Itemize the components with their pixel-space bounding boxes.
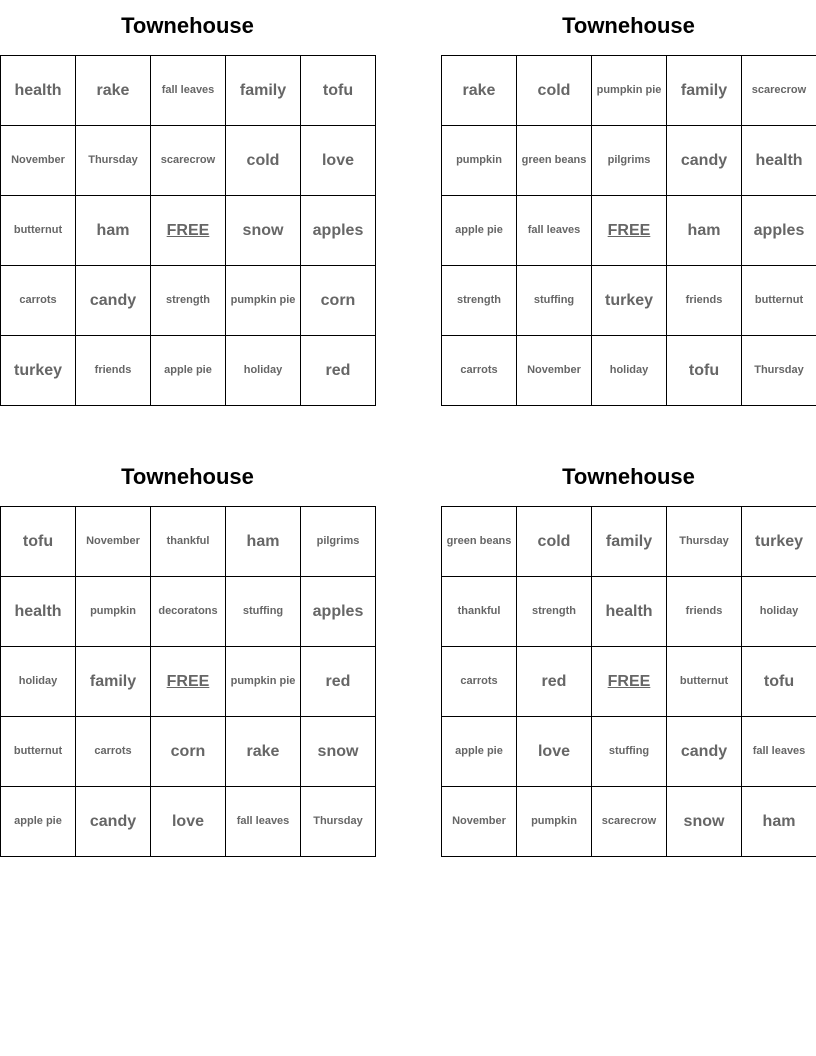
bingo-cell: candy [76,787,151,857]
bingo-grid [0,55,376,406]
card-title: Townehouse [121,13,254,38]
bingo-cell: apple pie [151,336,226,406]
bingo-cell: carrots [442,647,517,717]
bingo-cell: ham [76,196,151,266]
free-space: FREE [151,647,226,717]
bingo-cell: apple pie [442,196,517,266]
bingo-cell: love [151,787,226,857]
bingo-cell: holiday [592,336,667,406]
bingo-cell: candy [667,126,742,196]
free-space: FREE [151,196,226,266]
bingo-cell: fall leaves [226,787,301,857]
bingo-cell: strength [517,577,592,647]
bingo-cell: red [517,647,592,717]
bingo-cell: rake [76,56,151,126]
bingo-cell: thankful [151,507,226,577]
bingo-cell: pilgrims [301,507,376,577]
bingo-cell: pumpkin [517,787,592,857]
bingo-cell: stuffing [517,266,592,336]
bingo-cell: ham [742,787,816,857]
bingo-cell: pumpkin [76,577,151,647]
bingo-cell: Thursday [76,126,151,196]
bingo-cell: tofu [1,507,76,577]
bingo-cell: family [226,56,301,126]
bingo-cell: cold [226,126,301,196]
bingo-cell: stuffing [592,717,667,787]
bingo-cell: holiday [226,336,301,406]
free-space: FREE [592,196,667,266]
bingo-cell: cold [517,56,592,126]
bingo-cell: carrots [76,717,151,787]
bingo-cell: Thursday [667,507,742,577]
bingo-cell: November [517,336,592,406]
bingo-cell: November [1,126,76,196]
bingo-cell: carrots [1,266,76,336]
bingo-card-1 [0,13,375,406]
bingo-cell: fall leaves [742,717,816,787]
bingo-cell: apple pie [442,717,517,787]
bingo-cell: carrots [442,336,517,406]
bingo-cell: ham [667,196,742,266]
bingo-cell: scarecrow [151,126,226,196]
bingo-cell: tofu [742,647,816,717]
bingo-card-2 [441,13,816,406]
bingo-cell: love [517,717,592,787]
bingo-cell: strength [151,266,226,336]
bingo-cell: family [76,647,151,717]
card-title: Townehouse [562,464,695,489]
bingo-cell: tofu [667,336,742,406]
bingo-cell: red [301,336,376,406]
bingo-card-3 [0,464,375,857]
bingo-cell: apples [301,577,376,647]
bingo-cell: apple pie [1,787,76,857]
bingo-cell: apples [301,196,376,266]
bingo-grid [441,506,816,857]
bingo-cell: tofu [301,56,376,126]
bingo-cell: strength [442,266,517,336]
bingo-cell: turkey [742,507,816,577]
bingo-cell: November [442,787,517,857]
bingo-cell: butternut [1,717,76,787]
bingo-card-4 [441,464,816,857]
bingo-cell: health [592,577,667,647]
bingo-cell: candy [76,266,151,336]
free-space: FREE [592,647,667,717]
bingo-cell: thankful [442,577,517,647]
bingo-cell: health [1,577,76,647]
bingo-cell: fall leaves [517,196,592,266]
bingo-cell: turkey [592,266,667,336]
bingo-cell: pumpkin pie [592,56,667,126]
bingo-cell: family [667,56,742,126]
bingo-cell: health [742,126,816,196]
bingo-cell: love [301,126,376,196]
bingo-grid [0,506,376,857]
bingo-cell: pumpkin pie [226,266,301,336]
bingo-cell: green beans [517,126,592,196]
card-title: Townehouse [562,13,695,38]
bingo-cell: Thursday [742,336,816,406]
bingo-cell: green beans [442,507,517,577]
bingo-cell: rake [226,717,301,787]
bingo-cell: health [1,56,76,126]
bingo-cell: pilgrims [592,126,667,196]
bingo-cell: butternut [742,266,816,336]
bingo-cell: Thursday [301,787,376,857]
bingo-cell: stuffing [226,577,301,647]
bingo-cell: corn [301,266,376,336]
bingo-cell: corn [151,717,226,787]
bingo-cell: butternut [1,196,76,266]
bingo-cell: ham [226,507,301,577]
bingo-cell: holiday [742,577,816,647]
bingo-cell: snow [667,787,742,857]
bingo-cell: pumpkin pie [226,647,301,717]
bingo-cell: apples [742,196,816,266]
bingo-cell: decoratons [151,577,226,647]
bingo-cell: friends [667,266,742,336]
bingo-cell: red [301,647,376,717]
bingo-cell: November [76,507,151,577]
bingo-cell: cold [517,507,592,577]
bingo-cell: fall leaves [151,56,226,126]
bingo-cell: snow [301,717,376,787]
bingo-cell: friends [76,336,151,406]
bingo-cell: snow [226,196,301,266]
bingo-cell: friends [667,577,742,647]
bingo-cell: butternut [667,647,742,717]
bingo-cell: turkey [1,336,76,406]
bingo-cell: holiday [1,647,76,717]
bingo-cell: rake [442,56,517,126]
bingo-cell: candy [667,717,742,787]
bingo-cell: family [592,507,667,577]
card-title: Townehouse [121,464,254,489]
bingo-cell: pumpkin [442,126,517,196]
bingo-cell: scarecrow [742,56,816,126]
bingo-cell: scarecrow [592,787,667,857]
bingo-grid [441,55,816,406]
